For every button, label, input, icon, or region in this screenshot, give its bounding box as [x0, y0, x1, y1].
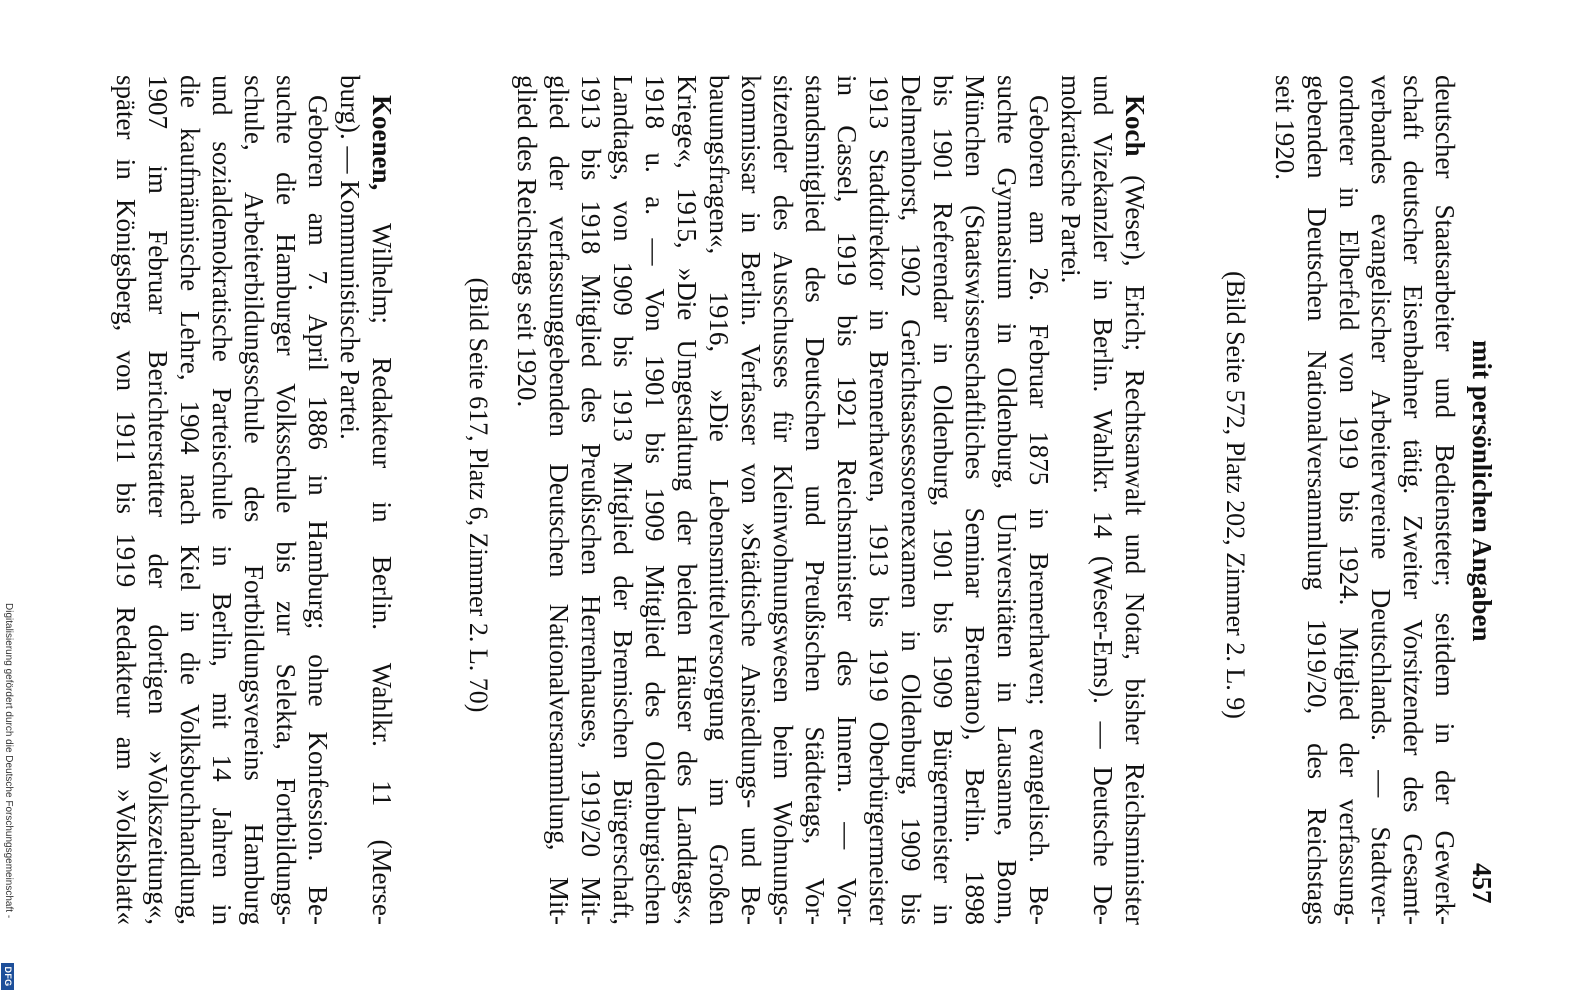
text-line: schaft deutscher Eisenbahner tätig. Zweiter Vorsitzender des Gesamt-: [1398, 75, 1428, 925]
text-line: Geboren am 7. April 1886 in Hamburg; ohne Konfession. Be-: [303, 95, 333, 925]
text-line: Delmenhorst, 1902 Gerichtsassessorenexamen in Oldenburg, 1909 bis: [896, 75, 926, 925]
text-line: suchte Gymnasium in Oldenburg, Universitäten in Lausanne, Bonn,: [992, 75, 1022, 925]
text-line: in Cassel, 1919 bis 1921 Reichsminister des Innern. — Vor-: [832, 75, 862, 925]
text-line: burg). — Kommunistische Partei.: [335, 75, 365, 440]
text-line: 1918 u. a. — Von 1901 bis 1909 Mitglied des Oldenburgischen: [640, 75, 670, 925]
text-line: ordneter in Elberfeld von 1919 bis 1924. Mitglied der verfassung-: [1334, 75, 1364, 925]
text-line: gebenden Deutschen Nationalversammlung 1919/20, des Reichstags: [1302, 75, 1332, 925]
text-line: bauungsfragen«, 1916, »Die Lebensmittelversorgung im Großen: [704, 75, 734, 925]
text-line: 1907 im Februar Berichterstatter der dortigen »Volkszeitung«,: [143, 75, 173, 925]
entry-name: Koch: [1120, 95, 1150, 157]
text-line: die kaufmännische Lehre, 1904 nach Kiel in die Volksbuchhandlung,: [175, 75, 205, 925]
page-number: 457: [1467, 863, 1497, 904]
text-line-content: Wilhelm; Redakteur in Berlin. Wahlkr. 11 (Merse-: [367, 223, 397, 925]
entry-name: Koenen,: [367, 95, 397, 191]
text-line: schule, Arbeiterbildungsschule des Fortbildungsvereins Hamburg: [239, 75, 269, 925]
text-line: seit 1920.: [1270, 75, 1300, 180]
photo-reference: (Bild Seite 572, Platz 202, Zimmer 2. L. 9): [1221, 271, 1250, 719]
text-line: München (Staatswissenschaftliches Seminar Brentano), Berlin. 1898: [960, 75, 990, 925]
text-line: suchte die Hamburger Volksschule bis zur Selekta, Fortbildungs-: [271, 75, 301, 925]
text-line: 1913 bis 1918 Mitglied des Preußischen Herrenhauses, 1919/20 Mit-: [576, 75, 606, 925]
text-line-content: (Weser), Erich; Rechtsanwalt und Notar, bisher Reichsminister: [1120, 175, 1150, 925]
text-line: und Vizekanzler in Berlin. Wahlkr. 14 (Weser-Ems). — Deutsche De-: [1088, 75, 1118, 925]
text-line: [1119, 75, 1151, 925]
text-line: und sozialdemokratische Parteischule in Berlin, mit 14 Jahren in: [207, 75, 237, 925]
text-line: [366, 75, 398, 925]
text-line: Landtags, von 1909 bis 1913 Mitglied der Bremischen Bürgerschaft,: [608, 75, 638, 925]
text-line: mokratische Partei.: [1056, 75, 1086, 284]
text-line: deutscher Staatsarbeiter und Bediensteter; seitdem in der Gewerk-: [1430, 75, 1460, 925]
text-line: kommissar in Berlin. Verfasser von »Städtische Ansiedlungs- und Be-: [736, 75, 766, 925]
entry-koch: [511, 75, 1151, 925]
photo-reference: (Bild Seite 617, Platz 6, Zimmer 2. L. 70): [464, 277, 493, 713]
text-line: Kriege«, 1915, »Die Umgestaltung der beiden Häuser des Landtags«,: [672, 75, 702, 925]
text-line: standsmitglied des Deutschen und Preußischen Städtetags, Vor-: [800, 75, 830, 925]
text-line: glied des Reichstags seit 1920.: [512, 75, 542, 408]
entry-continuation: [1269, 75, 1461, 925]
text-line: Geboren am 26. Februar 1875 in Bremerhaven; evangelisch. Be-: [1024, 95, 1054, 925]
text-line: glied der verfassunggebenden Deutschen Nationalversammlung, Mit-: [544, 75, 574, 925]
text-line: verbandes evangelischer Arbeitervereine Deutschlands. — Stadtver-: [1366, 75, 1396, 925]
entry-koenen: [110, 75, 398, 925]
text-line: bis 1901 Referendar in Oldenburg, 1901 bis 1909 Bürgermeister in: [928, 75, 958, 925]
running-header-title: mit persönlichen Angaben: [1467, 340, 1497, 642]
digitization-credit: Digitalisierung gefördert durch die Deutsche Forschungsgemeinschaft -: [3, 603, 14, 919]
text-line: 1913 Stadtdirektor in Bremerhaven, 1913 bis 1919 Oberbürgermeister: [864, 75, 894, 925]
text-line: später in Königsberg, von 1911 bis 1919 Redakteur am »Volksblatt«: [111, 75, 141, 925]
dfg-logo: DFG: [1, 963, 14, 990]
text-line: sitzender des Ausschusses für Kleinwohnungswesen beim Wohnungs-: [768, 75, 798, 925]
